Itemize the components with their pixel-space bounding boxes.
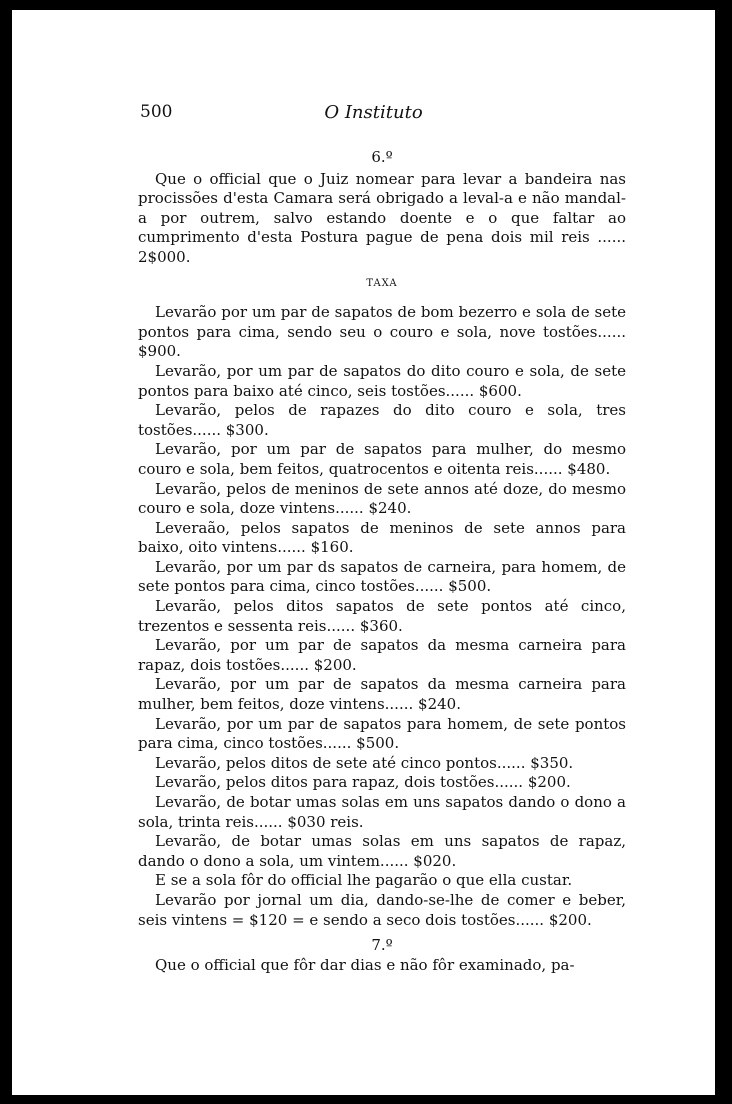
section-7-paragraph: Que o official que fôr dar dias e não fôr examinado, pa- xyxy=(155,955,575,974)
taxa-item: Levarão, por um par ds sapatos de carneira, para homem, de sete pontos para cima, cinco tostões...... $500. xyxy=(138,557,626,596)
section-7-heading: 7.º xyxy=(371,936,393,955)
taxa-item: Levarão, pelos ditos sapatos de sete pontos até cinco, trezentos e sessenta reis...... $360. xyxy=(138,597,626,635)
taxa-item: Levarão por jornal um dia, dando-se-lhe de comer e beber, seis vintens = $120 = e sendo a seco dois tostões...... $200. xyxy=(138,890,626,929)
taxa-list xyxy=(138,303,626,930)
taxa-heading: TAXA xyxy=(366,277,398,289)
taxa-item: Levarão, por um par de sapatos do dito couro e sola, de sete pontos para baixo até cinco, seis tostões...... $600. xyxy=(138,361,626,400)
taxa-item: Levarão, pelos de rapazes do dito couro e sola, tres tostões...... $300. xyxy=(138,401,626,439)
taxa-item: Levarão, de botar umas solas em uns sapatos de rapaz, dando o dono a sola, um vintem...... $020. xyxy=(138,832,626,870)
page-number: 500 xyxy=(140,102,173,122)
taxa-item: Levarão, por um par de sapatos da mesma carneira para rapaz, dois tostões...... $200. xyxy=(138,636,626,674)
book-page xyxy=(12,10,715,1095)
page-header xyxy=(12,102,715,128)
taxa-item: Leveraão, pelos sapatos de meninos de sete annos para baixo, oito vintens...... $160. xyxy=(138,518,626,557)
taxa-item: Levarão, por um par de sapatos para homem, de sete pontos para cima, cinco tostões...... $500. xyxy=(138,714,626,753)
taxa-item: Levarão, pelos ditos de sete até cinco pontos...... $350. xyxy=(155,753,574,772)
section-6-paragraph: Que o official que o Juiz nomear para levar a bandeira nas procissões d'esta Camara será obrigado a leval-a e não mandal-a por outrem, salvo estando doente e o que faltar ao cumprimento d'esta Postura pague de pena dois mil reis ...... 2$000. xyxy=(138,169,626,266)
taxa-item: E se a sola fôr do official lhe pagarão o que ella custar. xyxy=(155,871,573,890)
running-title: O Instituto xyxy=(324,102,423,123)
taxa-item: Levarão, por um par de sapatos para mulher, do mesmo couro e sola, bem feitos, quatrocentos e oitenta reis...... $480. xyxy=(138,440,626,478)
taxa-item: Levarão, por um par de sapatos da mesma carneira para mulher, bem feitos, doze vintens...... $240. xyxy=(138,675,626,714)
taxa-item: Levarão por um par de sapatos de bom bezerro e sola de sete pontos para cima, sendo seu o couro e sola, nove tostões...... $900. xyxy=(138,303,626,361)
taxa-item: Levarão, de botar umas solas em uns sapatos dando o dono a sola, trinta reis...... $030 reis. xyxy=(138,793,626,831)
section-6-heading: 6.º xyxy=(371,148,393,166)
taxa-item: Levarão, pelos de meninos de sete annos até doze, do mesmo couro e sola, doze vintens...... $240. xyxy=(138,479,626,518)
body-text xyxy=(138,148,626,975)
taxa-item: Levarão, pelos ditos para rapaz, dois tostões...... $200. xyxy=(155,773,571,792)
